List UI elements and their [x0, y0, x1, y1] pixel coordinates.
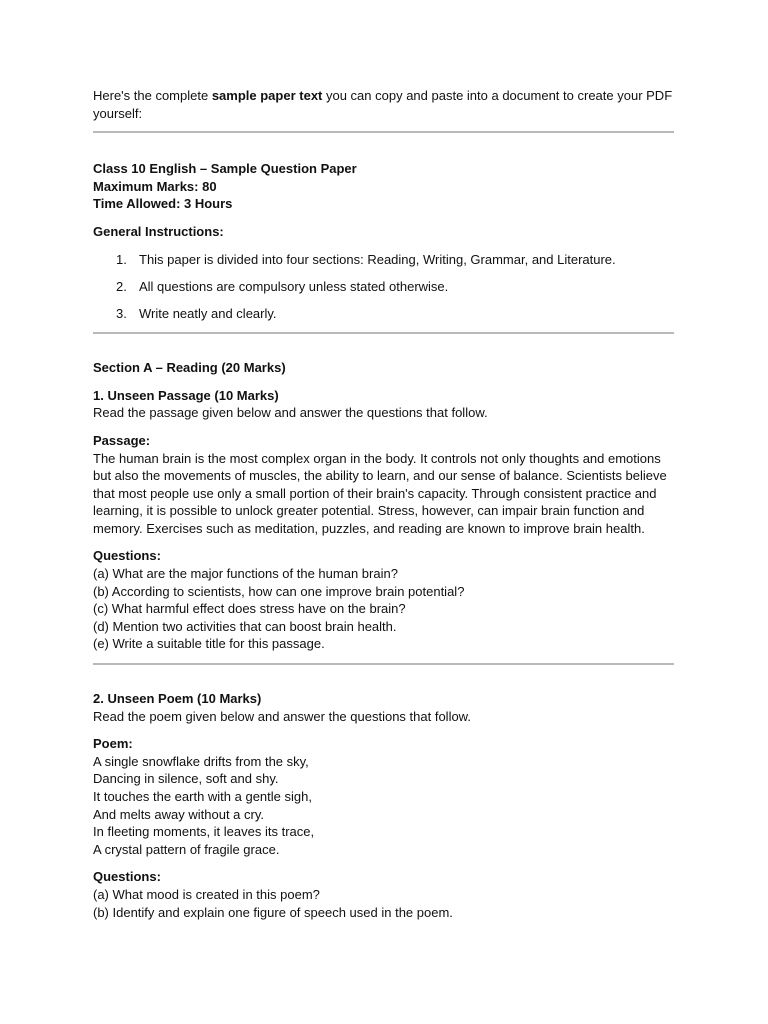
instructions-heading: General Instructions:	[93, 223, 224, 239]
list-item-number: 3.	[116, 305, 127, 321]
list-item-text: Write neatly and clearly.	[139, 305, 277, 321]
poem-line: In fleeting moments, it leaves its trace,	[93, 824, 315, 840]
question-item: (e) Write a suitable title for this passage.	[93, 636, 325, 652]
passage-text: The human brain is the most complex organ in the body. It controls not only thoughts and emotions but also the movements of muscles, the ability to learn, and our sense of balance. Scientists believe that most people use only a small portion of their brain's capacity. Through consistent practice and learning, it is possible to unlock greater potential. Stress, however, can impair brain function and memory. Exercises such as meditation, puzzles, and reading are known to improve brain health.	[93, 450, 667, 536]
poem-line: And melts away without a cry.	[93, 806, 264, 822]
intro-prefix: Here's the complete	[93, 88, 212, 103]
questions-label: Questions:	[93, 869, 161, 885]
passage-block	[93, 432, 674, 538]
paper-title: Class 10 English – Sample Question Paper	[93, 161, 357, 177]
divider	[93, 131, 674, 133]
max-marks: Maximum Marks: 80	[93, 178, 217, 194]
q1-instruction: Read the passage given below and answer the questions that follow.	[93, 405, 488, 421]
questions-label: Questions:	[93, 548, 161, 564]
time-allowed: Time Allowed: 3 Hours	[93, 196, 233, 212]
intro-bold: sample paper text	[211, 88, 323, 103]
q1-questions	[93, 547, 674, 653]
divider	[93, 663, 674, 665]
list-item-text: All questions are compulsory unless stated otherwise.	[139, 278, 449, 294]
q2-header	[93, 690, 674, 725]
list-item-number: 1.	[116, 251, 127, 267]
question-item: (b) According to scientists, how can one improve brain potential?	[93, 583, 465, 599]
poem-line: A single snowflake drifts from the sky,	[93, 753, 309, 769]
list-item-text: This paper is divided into four sections: Reading, Writing, Grammar, and Literature.	[139, 251, 616, 267]
list-item	[93, 278, 674, 296]
question-item: (c) What harmful effect does stress have on the brain?	[93, 601, 406, 617]
poem-line: It touches the earth with a gentle sigh,	[93, 789, 312, 804]
list-item	[93, 305, 674, 323]
intro-paragraph	[93, 87, 674, 122]
question-item: (a) What mood is created in this poem?	[93, 886, 320, 902]
q1-heading: 1. Unseen Passage (10 Marks)	[93, 387, 279, 403]
q2-questions	[93, 868, 674, 921]
q2-heading: 2. Unseen Poem (10 Marks)	[93, 691, 262, 707]
question-item: (a) What are the major functions of the human brain?	[93, 566, 398, 582]
q1-header	[93, 387, 674, 422]
intro-suffix: you can copy and paste into a document to create your PDF yourself:	[93, 88, 673, 121]
question-item: (d) Mention two activities that can boost brain health.	[93, 618, 397, 634]
poem-block	[93, 735, 674, 858]
passage-label: Passage:	[93, 432, 151, 448]
instructions-list	[93, 251, 674, 323]
divider	[93, 332, 674, 334]
poem-line: A crystal pattern of fragile grace.	[93, 841, 280, 857]
question-item: (b) Identify and explain one figure of speech used in the poem.	[93, 904, 453, 920]
q2-instruction: Read the poem given below and answer the questions that follow.	[93, 708, 471, 724]
list-item	[93, 251, 674, 269]
poem-line: Dancing in silence, soft and shy.	[93, 771, 279, 787]
list-item-number: 2.	[116, 278, 127, 294]
section-a-heading: Section A – Reading (20 Marks)	[93, 360, 286, 376]
poem-label: Poem:	[93, 736, 133, 752]
paper-header	[93, 160, 674, 213]
